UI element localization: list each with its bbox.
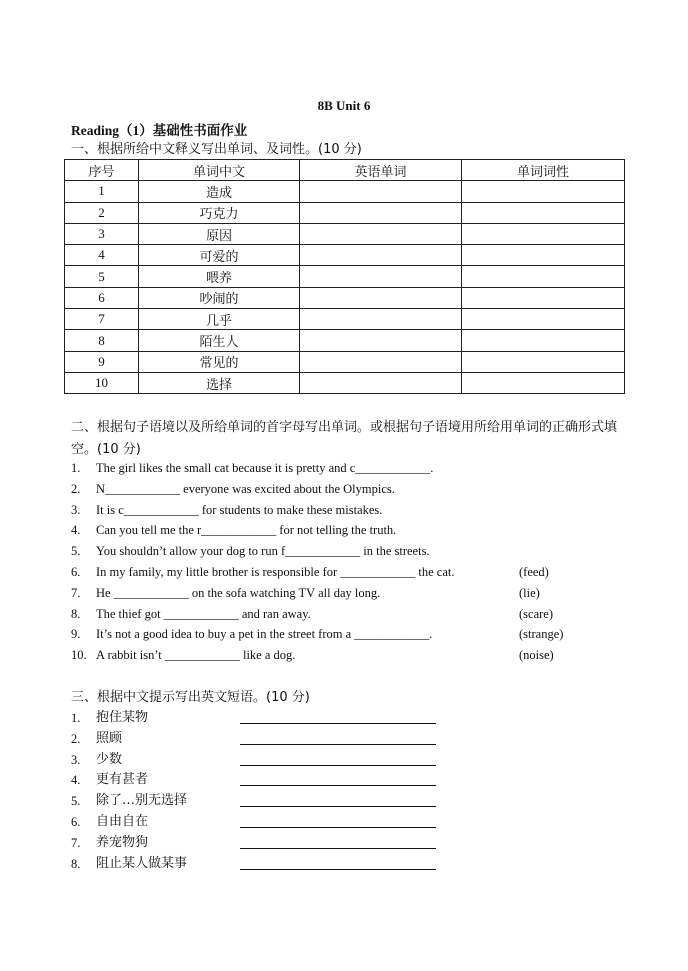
list-item[interactable] (71, 624, 631, 645)
question-text: In my family, my little brother is responsible for ____________ the cat. (96, 564, 455, 579)
question-number: 6. (71, 564, 81, 579)
section3-heading: 三、根据中文提示写出英文短语。(10 分) (71, 690, 310, 705)
english-word-blank[interactable] (300, 330, 462, 351)
english-word-blank[interactable] (300, 351, 462, 372)
answer-blank-line[interactable] (240, 806, 436, 807)
table-row (65, 309, 625, 330)
answer-blank-line[interactable] (240, 744, 436, 745)
table-header-row (65, 160, 625, 181)
chinese-meaning: 可爱的 (139, 245, 300, 266)
table-row (65, 223, 625, 244)
list-item[interactable] (71, 541, 631, 562)
row-number: 4 (65, 245, 139, 266)
document-subtitle: Reading（1）基础性书面作业 (71, 123, 248, 138)
question-number: 4. (71, 523, 81, 538)
list-item[interactable] (71, 500, 631, 521)
table-row (65, 181, 625, 202)
answer-blank-line[interactable] (240, 848, 436, 849)
table-row (65, 330, 625, 351)
part-of-speech-blank[interactable] (462, 372, 625, 393)
table-row (65, 351, 625, 372)
chinese-meaning: 吵闹的 (139, 287, 300, 308)
question-hint: (noise) (519, 648, 554, 663)
row-number: 8 (65, 330, 139, 351)
list-item (71, 854, 491, 875)
chinese-meaning: 常见的 (139, 351, 300, 372)
row-number: 1 (65, 181, 139, 202)
question-text: The girl likes the small cat because it is pretty and c____________. (96, 461, 434, 475)
part-of-speech-blank[interactable] (462, 245, 625, 266)
chinese-meaning: 喂养 (139, 266, 300, 287)
chinese-meaning: 几乎 (139, 309, 300, 330)
question-text: N____________ everyone was excited about the Olympics. (96, 481, 395, 496)
chinese-meaning: 巧克力 (139, 202, 300, 223)
part-of-speech-blank[interactable] (462, 309, 625, 330)
question-text: Can you tell me the r____________ for not telling the truth. (96, 523, 397, 538)
english-word-blank[interactable] (300, 181, 462, 202)
row-number: 9 (65, 351, 139, 372)
question-number: 9. (71, 627, 81, 642)
chinese-meaning: 选择 (139, 372, 300, 393)
question-hint: (feed) (519, 564, 549, 579)
english-word-blank[interactable] (300, 266, 462, 287)
question-number: 1. (71, 461, 81, 475)
answer-blank-line[interactable] (240, 869, 436, 870)
list-item (71, 791, 491, 812)
phrase-number: 8. (71, 856, 81, 871)
english-word-blank[interactable] (300, 287, 462, 308)
chinese-meaning: 造成 (139, 181, 300, 202)
list-item (71, 708, 491, 729)
english-word-blank[interactable] (300, 309, 462, 330)
phrase-chinese: 更有甚者 (96, 772, 149, 788)
row-number: 10 (65, 372, 139, 393)
column-header-part-of-speech: 单词词性 (462, 160, 625, 181)
phrase-number: 5. (71, 794, 81, 809)
phrase-chinese: 自由自在 (96, 813, 149, 829)
list-item (71, 770, 491, 791)
question-number: 2. (71, 481, 81, 496)
row-number: 7 (65, 309, 139, 330)
phrase-chinese: 除了…别无选择 (96, 793, 188, 809)
part-of-speech-blank[interactable] (462, 202, 625, 223)
part-of-speech-blank[interactable] (462, 330, 625, 351)
english-word-blank[interactable] (300, 372, 462, 393)
chinese-meaning: 陌生人 (139, 330, 300, 351)
phrase-chinese: 抱住某物 (96, 710, 149, 725)
vocabulary-table (64, 159, 625, 394)
phrase-number: 1. (71, 711, 81, 725)
question-text: You shouldn’t allow your dog to run f____________ in the streets. (96, 544, 430, 559)
table-row (65, 266, 625, 287)
chinese-meaning: 原因 (139, 223, 300, 244)
phrase-number: 6. (71, 814, 81, 829)
phrase-number: 3. (71, 752, 81, 767)
section1-heading: 一、根据所给中文释义写出单词、及词性。(10 分) (71, 142, 362, 157)
table-row (65, 202, 625, 223)
row-number: 5 (65, 266, 139, 287)
phrase-chinese: 照顾 (96, 730, 123, 746)
part-of-speech-blank[interactable] (462, 266, 625, 287)
answer-blank-line[interactable] (240, 827, 436, 828)
part-of-speech-blank[interactable] (462, 351, 625, 372)
english-word-blank[interactable] (300, 245, 462, 266)
row-number: 6 (65, 287, 139, 308)
list-item (71, 750, 491, 771)
answer-blank-line[interactable] (240, 785, 436, 786)
table-row (65, 372, 625, 393)
question-hint: (lie) (519, 585, 540, 600)
list-item[interactable] (71, 458, 631, 479)
list-item[interactable] (71, 520, 631, 541)
list-item[interactable] (71, 645, 631, 666)
question-text: It is c____________ for students to make these mistakes. (96, 502, 383, 517)
question-number: 10. (71, 648, 87, 663)
question-hint: (scare) (519, 606, 553, 621)
phrase-chinese: 少数 (96, 751, 123, 767)
column-header-english: 英语单词 (300, 160, 462, 181)
question-text: It’s not a good idea to buy a pet in the street from a ____________. (96, 627, 433, 642)
list-item[interactable] (71, 562, 631, 583)
question-number: 8. (71, 606, 81, 621)
question-number: 3. (71, 502, 81, 517)
row-number: 2 (65, 202, 139, 223)
phrase-translation-list (71, 708, 491, 874)
part-of-speech-blank[interactable] (462, 181, 625, 202)
table-row (65, 287, 625, 308)
list-item[interactable] (71, 479, 631, 500)
list-item (71, 812, 491, 833)
question-hint: (strange) (519, 627, 564, 642)
list-item (71, 833, 491, 854)
question-number: 7. (71, 585, 81, 600)
document-title: 8B Unit 6 (317, 98, 371, 113)
part-of-speech-blank[interactable] (462, 287, 625, 308)
question-text: A rabbit isn’t ____________ like a dog. (96, 648, 296, 663)
column-header-chinese: 单词中文 (139, 160, 300, 181)
row-number: 3 (65, 223, 139, 244)
phrase-number: 2. (71, 731, 81, 746)
english-word-blank[interactable] (300, 223, 462, 244)
table-row (65, 245, 625, 266)
phrase-number: 4. (71, 773, 81, 788)
list-item[interactable] (71, 604, 631, 625)
question-number: 5. (71, 544, 81, 559)
question-text: He ____________ on the sofa watching TV all day long. (96, 585, 381, 600)
fill-in-sentences-list (71, 458, 631, 666)
column-header-number: 序号 (65, 160, 139, 181)
part-of-speech-blank[interactable] (462, 223, 625, 244)
answer-blank-line[interactable] (240, 765, 436, 766)
list-item (71, 729, 491, 750)
answer-blank-line[interactable] (240, 723, 436, 724)
question-text: The thief got ____________ and ran away. (96, 606, 311, 621)
section2-heading: 二、根据句子语境以及所给单词的首字母写出单词。或根据句子语境用所给用单词的正确形式填空。(10 分) (71, 420, 618, 457)
phrase-chinese: 阻止某人做某事 (96, 855, 188, 871)
phrase-number: 7. (71, 835, 81, 850)
list-item[interactable] (71, 583, 631, 604)
phrase-chinese: 养宠物狗 (96, 834, 149, 850)
english-word-blank[interactable] (300, 202, 462, 223)
